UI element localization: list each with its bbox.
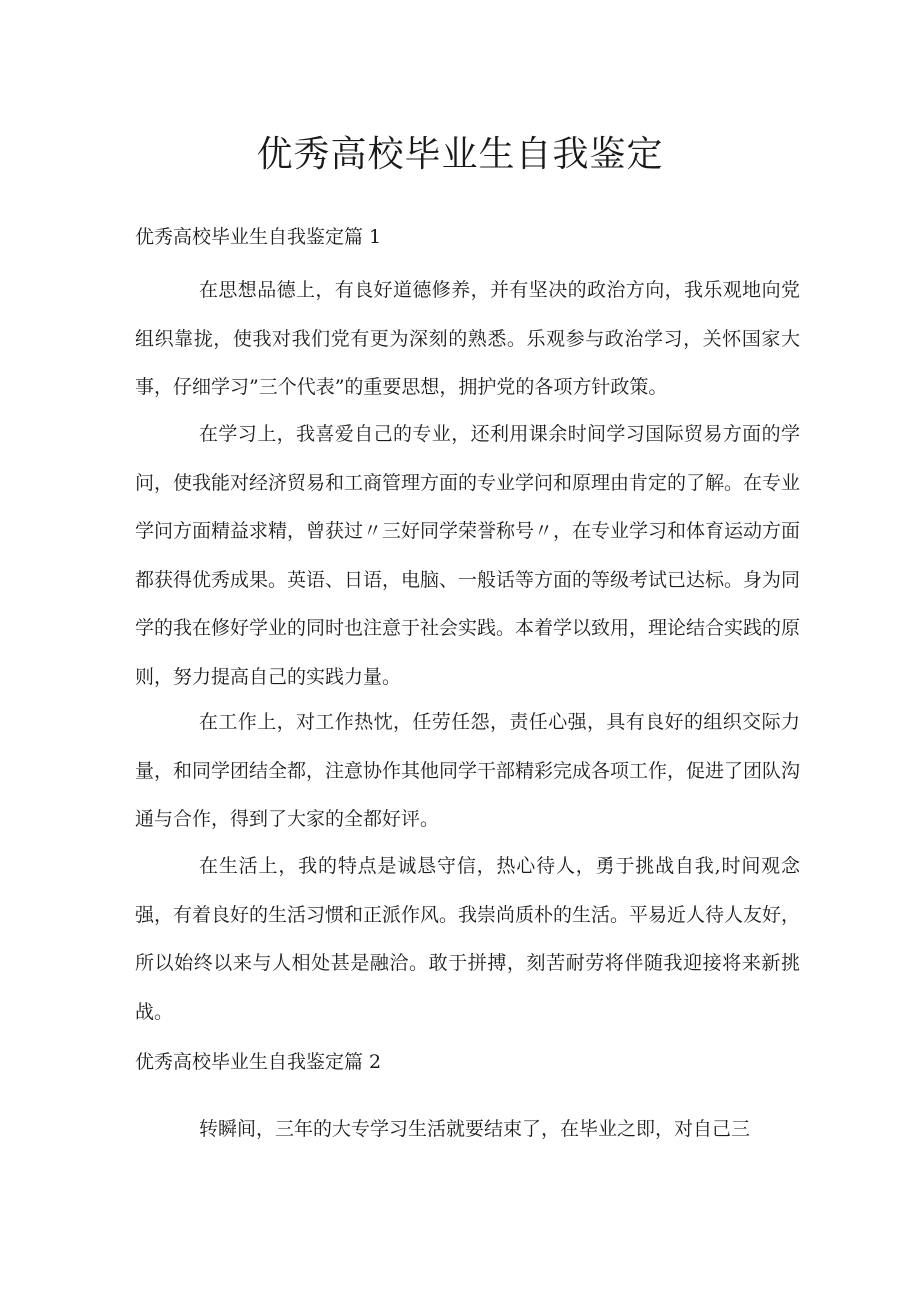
section-1-paragraph-4: 在生活上，我的特点是诚恳守信，热心待人，勇于挑战自我,时间观念强，有着良好的生活习惯和正派作风。我崇尚质朴的生活。平易近人待人友好，所以始终以来与人相处甚是融洽。敢于拼搏，刻苦耐劳将伴随我迎接将来新挑战。 [135, 855, 801, 1023]
section-1-heading: 优秀高校毕业生自我鉴定篇 1 [135, 226, 382, 248]
section-2-heading: 优秀高校毕业生自我鉴定篇 2 [135, 1051, 382, 1073]
document-title: 优秀高校毕业生自我鉴定 [256, 134, 664, 175]
section-1-paragraph-1: 在思想品德上，有良好道德修养，并有坚决的政治方向，我乐观地向党组织靠拢，使我对我们党有更为深刻的熟悉。乐观参与政治学习，关怀国家大事，仔细学习”三个代表”的重要思想，拥护党的各项方针政策。 [135, 279, 800, 398]
section-1-paragraph-2: 在学习上，我喜爱自己的专业，还利用课余时间学习国际贸易方面的学问，使我能对经济贸易和工商管理方面的专业学问和原理由肯定的了解。在专业学问方面精益求精，曾获过〃三好同学荣誉称号〃，在专业学习和体育运动方面都获得优秀成果。英语、日语，电脑、一般话等方面的等级考试已达标。身为同学的我在修好学业的同时也注意于社会实践。本着学以致用，理论结合实践的原则，努力提高自己的实践力量。 [135, 423, 801, 688]
section-2-paragraph-1: 转瞬间，三年的大专学习生活就要结束了，在毕业之即，对自己三 [199, 1118, 751, 1140]
section-1-paragraph-3: 在工作上，对工作热忱，任劳任怨，责任心强，具有良好的组织交际力量，和同学团结全都，注意协作其他同学干部精彩完成各项工作，促进了团队沟通与合作，得到了大家的全都好评。 [135, 711, 801, 830]
